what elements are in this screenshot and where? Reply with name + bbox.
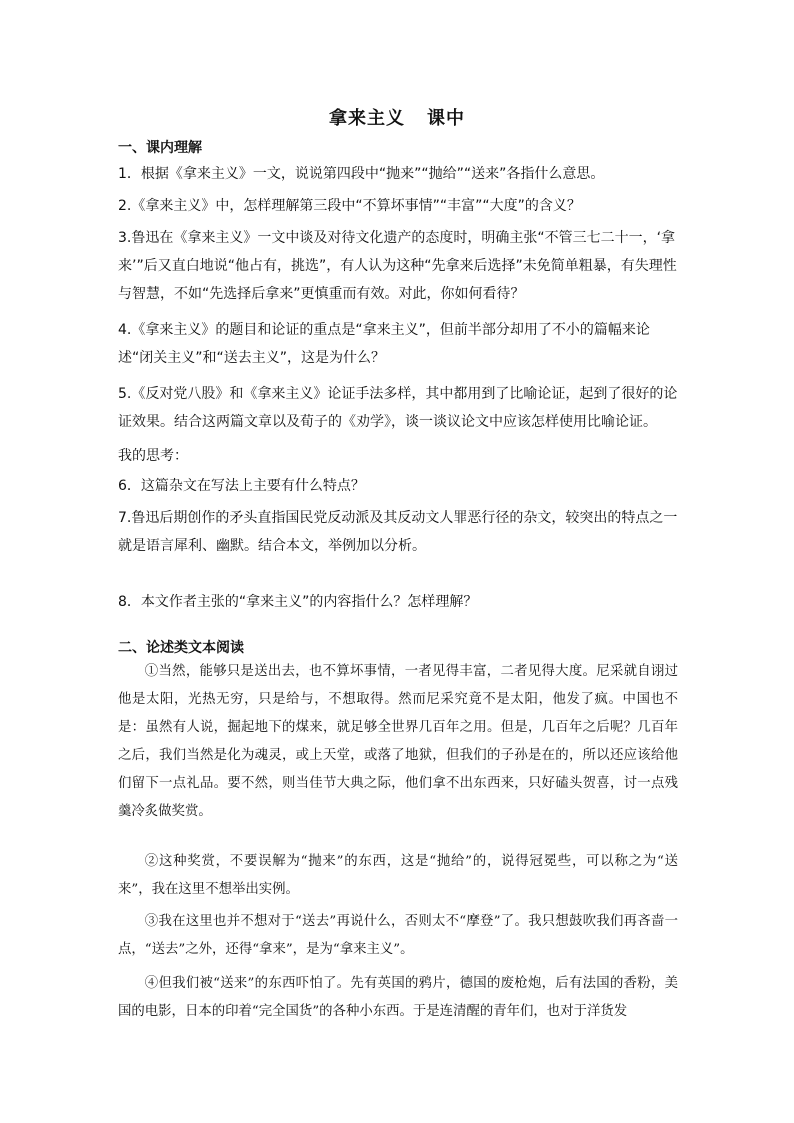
title-sub: 课中: [427, 108, 465, 129]
question-3: 3.鲁迅在《拿来主义》一文中谈及对待文化遗产的态度时，明确主张“不管三七二十一，‘拿来’”后又直白地说“他占有，挑选”，有人认为这种“先拿来后选择”未免简单粗暴，有失理性与智慧，不如“先选择后拿来”更慎重而有效。对此，你如何看待？: [118, 230, 677, 302]
question-5: 5.《反对党八股》和《拿来主义》论证手法多样，其中都用到了比喻论证，起到了很好的论证效果。结合这两篇文章以及荀子的《劝学》，谈一谈议论文中应该怎样使用比喻论证。: [118, 386, 678, 430]
question-2: 2.《拿来主义》中，怎样理解第三段中“不算坏事情”“丰富”“大度”的含义？: [118, 198, 581, 214]
reading-paragraph-2: ②这种奖赏，不要误解为“抛来”的东西，这是“抛给”的，说得冠冕些，可以称之为“送来”，我在这里不想举出实例。: [118, 854, 678, 897]
page-title: [0, 104, 794, 130]
question-6: 6．这篇杂文在写法上主要有什么特点？: [118, 478, 365, 494]
reading-paragraph-4: ④但我们被“送来”的东西吓怕了。先有英国的鸦片，德国的废枪炮，后有法国的香粉，美国的电影，日本的印着“完全国货”的各种小东西。于是连清醒的青年们，也对于洋货发: [118, 976, 678, 1019]
section-heading-2: 二、论述类文本阅读: [118, 640, 244, 656]
question-1: 1．根据《拿来主义》一文，说说第四段中“抛来”“抛给”“送来”各指什么意思。: [118, 166, 605, 182]
my-thoughts-label: 我的思考：: [118, 448, 188, 464]
question-4: 4.《拿来主义》的题目和论证的重点是“拿来主义”，但前半部分却用了不小的篇幅来论述“闭关主义”和“送去主义”，这是为什么？: [118, 322, 650, 366]
section-heading-1: 一、课内理解: [118, 140, 202, 156]
reading-paragraph-3: ③我在这里也并不想对于“送去”再说什么，否则太不“摩登”了。我只想鼓吹我们再吝啬一点，“送去”之外，还得“拿来”，是为“拿来主义”。: [118, 914, 678, 957]
reading-paragraph-1: ①当然，能够只是送出去，也不算坏事情，一者见得丰富，二者见得大度。尼采就自诩过他是太阳，光热无穷，只是给与，不想取得。然而尼采究竟不是太阳，他发了疯。中国也不是：虽然有人说，掘起地下的煤来，就足够全世界几百年之用。但是，几百年之后呢？几百年之后，我们当然是化为魂灵，或上天堂，或落了地狱，但我们的子孙是在的，所以还应该给他们留下一点礼品。要不然，则当佳节大典之际，他们拿不出东西来，只好磕头贺喜，讨一点残羹冷炙做奖赏。: [118, 664, 678, 819]
question-8: 8．本文作者主张的“拿来主义”的内容指什么？怎样理解？: [118, 594, 478, 610]
question-7: 7.鲁迅后期创作的矛头直指国民党反动派及其反动文人罪恶行径的杂文，较突出的特点之一就是语言犀利、幽默。结合本文，举例加以分析。: [118, 510, 678, 554]
title-main: 拿来主义: [329, 108, 405, 129]
